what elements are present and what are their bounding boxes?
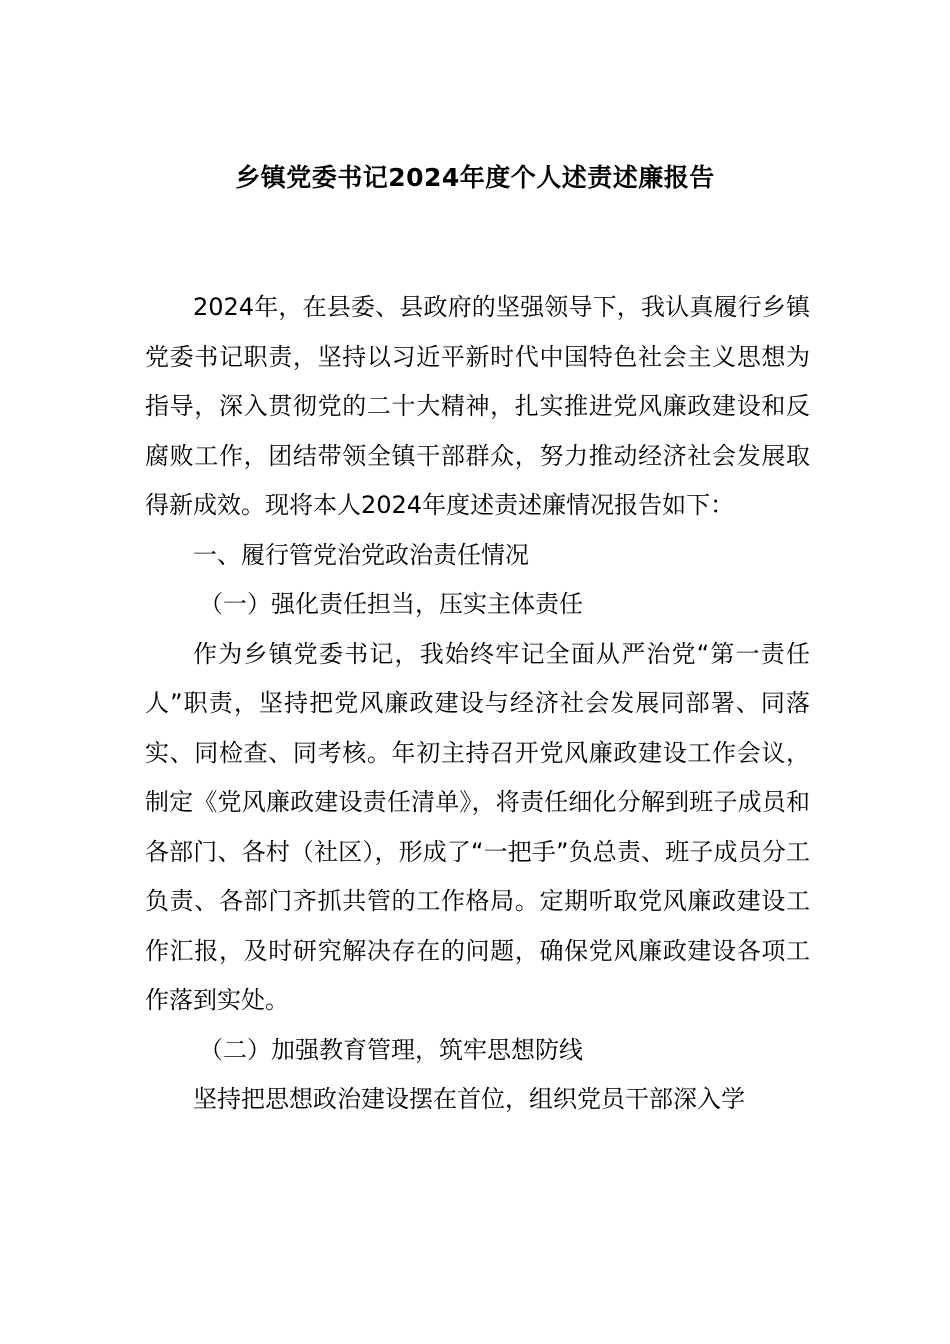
subsection-heading: （一）强化责任担当，压实主体责任 [199, 590, 583, 618]
document-body [145, 283, 810, 1125]
document-title: 乡镇党委书记2024年度个人述责述廉报告 [235, 163, 715, 192]
body-paragraph: 作为乡镇党委书记，我始终牢记全面从严治党“第一责任人”职责，坚持把党风廉政建设与经济社会发展同部署、同落实、同检查、同考核。年初主持召开党风廉政建设工作会议，制定《党风廉政建设责任清单》，将责任细化分解到班子成员和各部门、各村（社区），形成了“一把手”负总责、班子成员分工负责、各部门齐抓共管的工作格局。定期听取党风廉政建设工作汇报，及时研究解决存在的问题，确保党风廉政建设各项工作落到实处。 [145, 639, 810, 1014]
subsection-heading: （二）加强教育管理，筑牢思想防线 [199, 1035, 583, 1064]
section-heading: 一、履行管党治党政治责任情况 [193, 540, 529, 569]
body-paragraph: 坚持把思想政治建设摆在首位，组织党员干部深入学 [193, 1085, 745, 1113]
intro-paragraph: 2024年，在县委、县政府的坚强领导下，我认真履行乡镇党委书记职责，坚持以习近平新时代中国特色社会主义思想为指导，深入贯彻党的二十大精神，扎实推进党风廉政建设和反腐败工作，团结带领全镇干部群众，努力推动经济社会发展取得新成效。现将本人2024年度述责述廉情况报告如下： [145, 293, 810, 519]
